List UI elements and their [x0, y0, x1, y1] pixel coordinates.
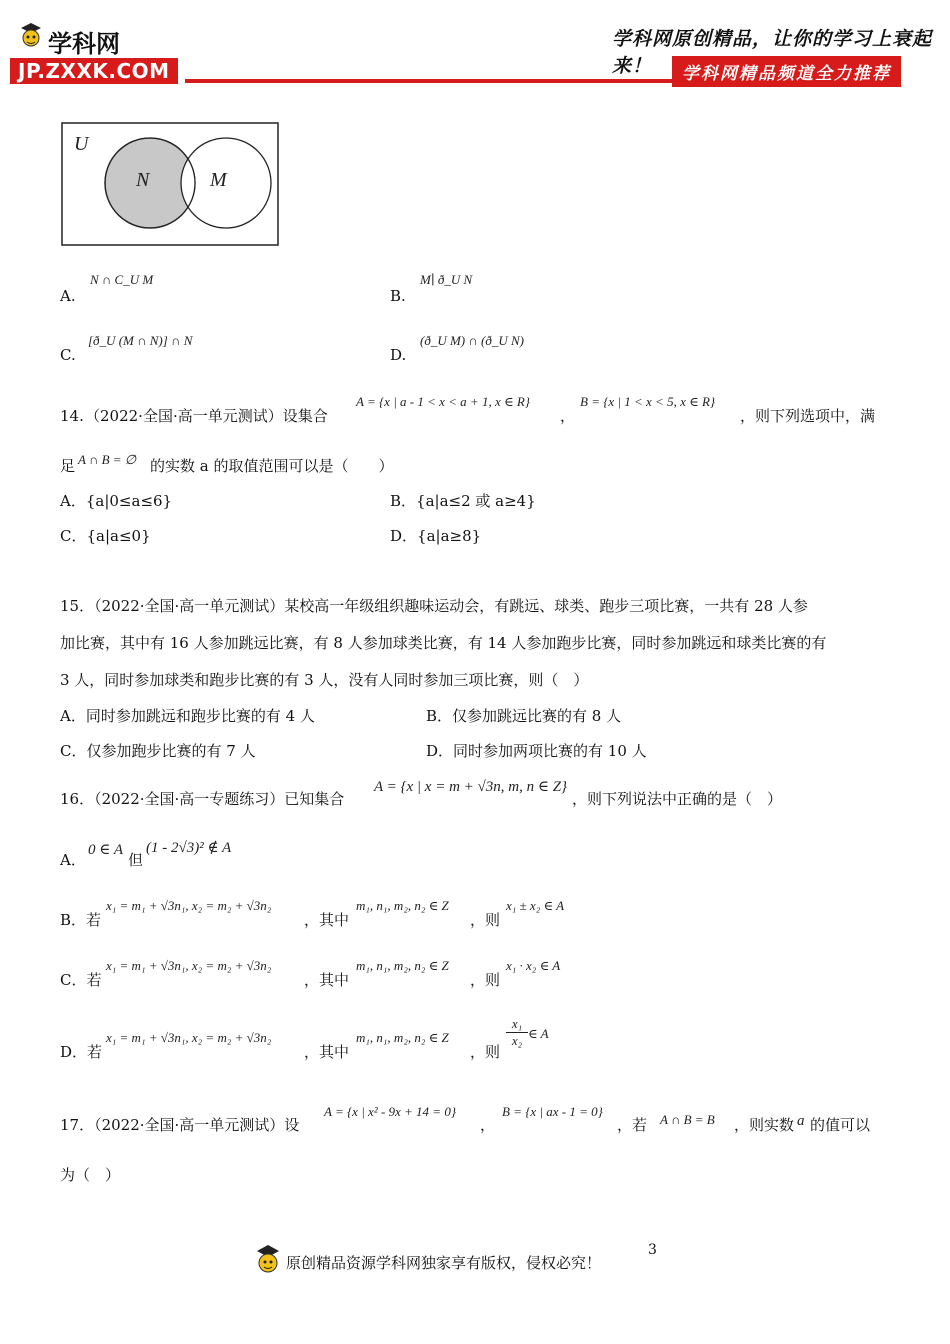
q16-option-a-word: 但: [128, 851, 144, 869]
q14-option-b: B．{a|a≤2 或 a≥4}: [390, 492, 536, 510]
footer-mascot-icon: [254, 1244, 282, 1278]
q15-line2: 加比赛，其中有 16 人参加跳远比赛，有 8 人参加球类比赛，有 14 人参加跑步比赛，同时参加跳远和球类比赛的有: [60, 634, 827, 652]
logo-url[interactable]: JP.ZXXK.COM: [10, 58, 178, 84]
q15-option-c: C．仅参加跑步比赛的有 7 人: [60, 742, 256, 760]
q16-option-b-expr2: m₁, n₁, m₂, n₂ ∈ Z: [356, 898, 449, 913]
q16-option-a-expr2: (1 - 2√3)² ∉ A: [146, 840, 232, 856]
q13-option-b-label: B.: [390, 287, 406, 305]
q16-option-c-expr3: x₁ · x₂ ∈ A: [506, 958, 561, 973]
q16-option-b-then: ，则: [470, 911, 501, 929]
q15-line1: 15．（2022·全国·高一单元测试）某校高一年级组织趣味运动会，有跳远、球类、跑步三项比赛，一共有 28 人参: [60, 597, 808, 615]
q13-option-a-expr: N ∩ C_U M: [90, 272, 154, 287]
logo-mascot-icon: [18, 22, 44, 52]
q16-option-a-label: A．: [60, 851, 86, 869]
page-number: 3: [648, 1242, 657, 1258]
q14-option-d: D．{a|a≥8}: [390, 527, 482, 545]
q17-tail: ，则实数: [734, 1116, 795, 1134]
q14-tail: ，则下列选项中，满: [740, 407, 876, 425]
q15-line3: 3 人，同时参加球类和跑步比赛的有 3 人，没有人同时参加三项比赛，则（ ）: [60, 671, 589, 689]
universe-label: U: [74, 133, 89, 155]
q17-condition: A ∩ B = B: [660, 1112, 715, 1127]
fraction-denominator: x₂: [511, 1033, 523, 1048]
fraction-numerator: x₁: [506, 1016, 528, 1033]
q16-option-b-mid: ，其中: [304, 911, 350, 929]
q16-option-b-expr3: x₁ ± x₂ ∈ A: [506, 898, 565, 913]
q14-source: （2022·全国·高一单元测试）设集合: [85, 407, 328, 425]
q13-option-c-expr: [ð_U (M ∩ N)] ∩ N: [88, 333, 193, 348]
q15-option-a: A．同时参加跳远和跑步比赛的有 4 人: [60, 707, 315, 725]
q16-option-d-mid: ，其中: [304, 1043, 350, 1061]
q14-number: 14.: [60, 407, 84, 425]
q16-option-d-expr2: m₁, n₁, m₂, n₂ ∈ Z: [356, 1030, 449, 1045]
q16-option-c-mid: ，其中: [304, 971, 350, 989]
q16-option-d-label: D．若: [60, 1043, 103, 1061]
q15-option-d: D．同时参加两项比赛的有 10 人: [426, 742, 647, 760]
q17-mid: ，若: [617, 1116, 648, 1134]
q16-option-b-expr1: x₁ = m₁ + √3n₁, x₂ = m₂ + √3n₂: [106, 898, 272, 913]
q14-option-c: C．{a|a≤0}: [60, 527, 151, 545]
q13-option-c-label: C.: [60, 346, 76, 364]
q14-set-b: B = {x | 1 < x < 5, x ∈ R}: [580, 394, 716, 409]
q16-set-a: A = {x | x = m + √3n, m, n ∈ Z}: [374, 779, 568, 795]
venn-diagram: [60, 121, 282, 247]
q16-option-d-fraction: [506, 1016, 528, 1049]
q15-option-b: B．仅参加跳远比赛的有 8 人: [426, 707, 622, 725]
q14-condition: A ∩ B = ∅: [78, 452, 137, 467]
q13-option-b-expr: M∣ ð_U N: [420, 272, 473, 287]
header-slogan: 学科网原创精品，让你的学习上衰起来！: [612, 28, 933, 77]
q16-option-c-then: ，则: [470, 971, 501, 989]
q17-tail2: 的值可以: [810, 1116, 871, 1134]
q14-line2-prefix: 足: [60, 457, 76, 475]
q13-option-d-label: D.: [390, 346, 407, 364]
set-n-label: N: [136, 169, 150, 191]
header-banner: 学科网精品频道全力推荐: [672, 56, 901, 87]
q16-option-c-expr1: x₁ = m₁ + √3n₁, x₂ = m₂ + √3n₂: [106, 958, 272, 973]
q16-option-c-label: C．若: [60, 971, 102, 989]
q16-tail: ，则下列说法中正确的是（ ）: [572, 790, 783, 808]
q16-option-c-expr2: m₁, n₁, m₂, n₂ ∈ Z: [356, 958, 449, 973]
logo-text: 学科网: [48, 30, 120, 58]
q17-prefix: 17．（2022·全国·高一单元测试）设: [60, 1116, 300, 1134]
q14-set-a: A = {x | a - 1 < x < a + 1, x ∈ R}: [356, 394, 530, 409]
header-divider: [185, 79, 675, 83]
q13-option-d-expr: (ð_U M) ∩ (ð_U N): [420, 333, 524, 348]
q13-option-a-label: A.: [60, 287, 76, 305]
footer-copyright: 原创精品资源学科网独家享有版权，侵权必究！: [286, 1254, 602, 1272]
q17-comma: ，: [480, 1116, 496, 1134]
q17-line2: 为（ ）: [60, 1166, 121, 1184]
q17-set-a: A = {x | x² - 9x + 14 = 0}: [324, 1104, 457, 1119]
q14-option-a: A．{a|0≤a≤6}: [60, 492, 173, 510]
q16-option-d-expr1: x₁ = m₁ + √3n₁, x₂ = m₂ + √3n₂: [106, 1030, 272, 1045]
q14-comma: ，: [560, 407, 576, 425]
q16-prefix: 16．（2022·全国·高一专题练习）已知集合: [60, 790, 345, 808]
q16-option-d-then: ，则: [470, 1043, 501, 1061]
q17-var: a: [797, 1113, 805, 1129]
q17-set-b: B = {x | ax - 1 = 0}: [502, 1104, 603, 1119]
set-m-label: M: [210, 169, 227, 191]
q14-line2-tail: 的实数 a 的取值范围可以是（ ）: [150, 457, 394, 475]
q16-option-b-label: B．若: [60, 911, 102, 929]
q16-option-a-expr1: 0 ∈ A: [88, 842, 123, 858]
header: [0, 0, 950, 95]
q16-option-d-expr3: ∈ A: [528, 1026, 549, 1041]
